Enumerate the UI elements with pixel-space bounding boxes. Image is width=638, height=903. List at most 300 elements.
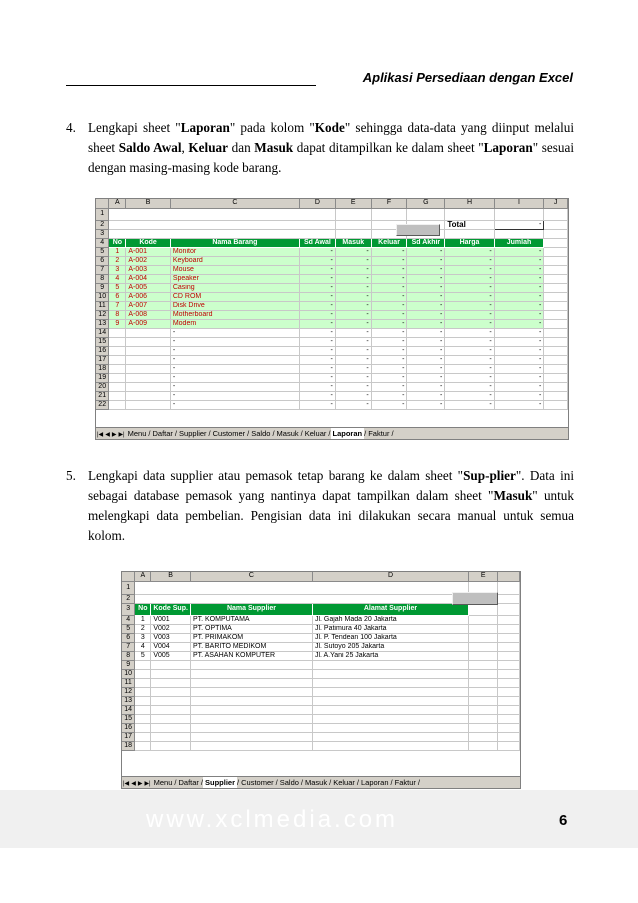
- row-header[interactable]: 14: [96, 328, 109, 337]
- item-name: -: [170, 328, 299, 337]
- item-value: -: [371, 292, 407, 301]
- item-value: -: [371, 265, 407, 274]
- header-title: Aplikasi Persediaan dengan Excel: [362, 70, 573, 85]
- item-value: -: [494, 301, 544, 310]
- item-value: -: [371, 328, 407, 337]
- page-header: [66, 70, 573, 88]
- column-header[interactable]: G: [407, 199, 445, 208]
- item-no: 8: [109, 310, 126, 319]
- sheet-tab-menu[interactable]: Menu: [153, 778, 173, 787]
- row-header[interactable]: 2: [122, 594, 135, 603]
- total-label: Total: [445, 220, 494, 229]
- instruction-4: [66, 118, 574, 178]
- item-value: -: [299, 346, 335, 355]
- row-header[interactable]: 16: [96, 346, 109, 355]
- supplier-name: PT. KOMPUTAMA: [190, 615, 312, 624]
- item-value: -: [407, 319, 445, 328]
- column-header[interactable]: D: [312, 572, 468, 581]
- text-run: dapat ditampilkan ke dalam sheet ": [293, 140, 484, 155]
- item-code: A-009: [126, 319, 171, 328]
- row-header[interactable]: 20: [96, 382, 109, 391]
- item-value: -: [494, 274, 544, 283]
- column-header[interactable]: A: [135, 572, 151, 581]
- item-value: -: [494, 337, 544, 346]
- table-header: Nama Barang: [170, 238, 299, 247]
- item-no: 2: [109, 256, 126, 265]
- item-value: -: [407, 400, 445, 409]
- item-name: Keyboard: [170, 256, 299, 265]
- item-value: -: [299, 382, 335, 391]
- item-value: -: [335, 274, 371, 283]
- item-value: -: [494, 247, 544, 256]
- item-value: -: [407, 256, 445, 265]
- item-value: -: [371, 400, 407, 409]
- item-value: -: [335, 265, 371, 274]
- menu-button[interactable]: [396, 224, 440, 236]
- item-value: -: [407, 364, 445, 373]
- list-subtitle: [135, 594, 469, 603]
- item-value: -: [335, 364, 371, 373]
- item-value: -: [371, 256, 407, 265]
- item-value: -: [445, 400, 494, 409]
- table-header: Kode: [126, 238, 171, 247]
- item-value: -: [407, 283, 445, 292]
- row-header[interactable]: 8: [122, 651, 135, 660]
- supplier-name: PT. BARITO MEDIKOM: [190, 642, 312, 651]
- row-header[interactable]: 7: [122, 642, 135, 651]
- table-header: Masuk: [335, 238, 371, 247]
- row-header[interactable]: 2: [96, 220, 109, 229]
- laporan-grid: [96, 199, 568, 410]
- instruction-number: 5.: [66, 468, 76, 483]
- row-header[interactable]: 5: [122, 624, 135, 633]
- bold-term: Saldo Awal: [118, 140, 182, 155]
- item-value: -: [494, 256, 544, 265]
- bold-term: Laporan: [483, 140, 533, 155]
- supplier-code: V002: [151, 624, 191, 633]
- table-header: Kode Sup.: [151, 603, 191, 615]
- column-header[interactable]: E: [335, 199, 371, 208]
- table-header: Alamat Supplier: [312, 603, 468, 615]
- column-header[interactable]: D: [299, 199, 335, 208]
- instruction-number: 4.: [66, 120, 76, 135]
- item-name: Disk Drive: [170, 301, 299, 310]
- item-value: -: [494, 382, 544, 391]
- sheet-tab-faktur[interactable]: Faktur: [394, 778, 416, 787]
- item-name: -: [170, 391, 299, 400]
- item-value: -: [299, 247, 335, 256]
- item-value: -: [494, 346, 544, 355]
- text-run: ". Data ini sebagai database pemasok yang nantinya dapat tampilkan dalam sheet ": [88, 468, 575, 503]
- item-name: -: [170, 382, 299, 391]
- item-value: -: [407, 292, 445, 301]
- supplier-code: V005: [151, 651, 191, 660]
- first-sheet-arrow-icon[interactable]: |◀: [97, 432, 104, 438]
- supplier-address: Jl. P. Tendean 100 Jakarta: [312, 633, 468, 642]
- supplier-name: PT. ASAHAN KOMPUTER: [190, 651, 312, 660]
- item-value: -: [335, 283, 371, 292]
- column-header[interactable]: I: [494, 199, 544, 208]
- item-value: -: [494, 355, 544, 364]
- item-no: 4: [109, 274, 126, 283]
- item-name: Modem: [170, 319, 299, 328]
- sheet-tabs: |◀ ◀ ▶ ▶| Menu / Daftar / Supplier / Customer / Saldo / Masuk / Keluar / Laporan / Faktur /: [122, 776, 520, 788]
- item-value: -: [335, 373, 371, 382]
- item-name: Motherboard: [170, 310, 299, 319]
- item-value: -: [445, 283, 494, 292]
- text-run: " sesuai dengan masing-masing kode barang.: [88, 140, 574, 175]
- row-header[interactable]: 22: [96, 400, 109, 409]
- row-header[interactable]: 11: [122, 678, 135, 687]
- item-code: A-007: [126, 301, 171, 310]
- column-header[interactable]: B: [151, 572, 191, 581]
- sheet-tab-keluar[interactable]: Keluar: [304, 429, 327, 438]
- header-rule: [66, 85, 316, 86]
- item-value: -: [299, 256, 335, 265]
- sheet-tab-laporan[interactable]: Laporan: [332, 429, 363, 438]
- page-number: 6: [559, 812, 568, 829]
- column-header[interactable]: B: [126, 199, 171, 208]
- table-header: Jumlah: [494, 238, 544, 247]
- bold-term: Masuk: [493, 488, 533, 503]
- row-header[interactable]: 4: [96, 238, 109, 247]
- item-value: -: [335, 355, 371, 364]
- sheet-tab-daftar[interactable]: Daftar: [178, 778, 199, 787]
- item-value: -: [371, 274, 407, 283]
- column-header[interactable]: F: [371, 199, 407, 208]
- row-header[interactable]: 6: [122, 633, 135, 642]
- sheet-tab-masuk[interactable]: Masuk: [276, 429, 299, 438]
- item-value: -: [445, 274, 494, 283]
- table-header: Sd Awal: [299, 238, 335, 247]
- item-value: -: [299, 391, 335, 400]
- item-value: -: [445, 346, 494, 355]
- column-header[interactable]: J: [544, 199, 568, 208]
- column-header[interactable]: E: [469, 572, 498, 581]
- item-value: -: [445, 292, 494, 301]
- item-name: -: [170, 355, 299, 364]
- table-header: No: [135, 603, 151, 615]
- item-value: -: [299, 274, 335, 283]
- item-value: -: [335, 337, 371, 346]
- sheet-tab-supplier[interactable]: Supplier: [205, 778, 236, 787]
- supplier-no: 4: [135, 642, 151, 651]
- item-value: -: [494, 319, 544, 328]
- item-value: -: [371, 337, 407, 346]
- item-name: Monitor: [170, 247, 299, 256]
- item-value: -: [299, 355, 335, 364]
- item-value: -: [335, 391, 371, 400]
- item-value: -: [335, 346, 371, 355]
- menu-button[interactable]: [452, 592, 498, 605]
- item-value: -: [371, 373, 407, 382]
- item-value: -: [299, 310, 335, 319]
- report-subtitle: [109, 220, 335, 229]
- company-title: [109, 208, 335, 220]
- table-header: Harga: [445, 238, 494, 247]
- item-value: -: [335, 292, 371, 301]
- text-run: ,: [181, 140, 189, 155]
- item-value: -: [371, 355, 407, 364]
- item-value: -: [335, 400, 371, 409]
- row-header[interactable]: 10: [122, 669, 135, 678]
- item-code: A-005: [126, 283, 171, 292]
- last-sheet-arrow-icon[interactable]: ▶|: [144, 781, 151, 787]
- item-value: -: [407, 346, 445, 355]
- item-name: -: [170, 337, 299, 346]
- item-value: -: [445, 364, 494, 373]
- item-name: CD ROM: [170, 292, 299, 301]
- item-value: -: [445, 247, 494, 256]
- row-header[interactable]: 9: [96, 283, 109, 292]
- sheet-tab-saldo[interactable]: Saldo: [251, 429, 271, 438]
- first-sheet-arrow-icon[interactable]: |◀: [123, 781, 130, 787]
- supplier-address: Jl. Sutoyo 205 Jakarta: [312, 642, 468, 651]
- sheet-tab-masuk[interactable]: Masuk: [305, 778, 328, 787]
- table-header: Nama Supplier: [190, 603, 312, 615]
- row-header[interactable]: 1: [96, 208, 109, 220]
- row-header[interactable]: 3: [122, 603, 135, 615]
- row-header[interactable]: 12: [122, 687, 135, 696]
- item-value: -: [494, 292, 544, 301]
- item-code: A-008: [126, 310, 171, 319]
- item-value: -: [299, 301, 335, 310]
- item-value: -: [407, 373, 445, 382]
- row-header[interactable]: 16: [122, 723, 135, 732]
- item-value: -: [335, 256, 371, 265]
- supplier-address: Jl. Patimura 40 Jakarta: [312, 624, 468, 633]
- row-header[interactable]: 13: [96, 319, 109, 328]
- sheet-tab-keluar[interactable]: Keluar: [333, 778, 355, 787]
- item-code: A-003: [126, 265, 171, 274]
- item-value: -: [407, 328, 445, 337]
- item-value: -: [335, 382, 371, 391]
- sheet-tab-menu[interactable]: Menu: [127, 429, 147, 438]
- item-value: -: [407, 391, 445, 400]
- item-no: 3: [109, 265, 126, 274]
- item-value: -: [371, 382, 407, 391]
- item-value: -: [407, 337, 445, 346]
- item-value: -: [407, 274, 445, 283]
- text-run: dan: [227, 140, 255, 155]
- column-header[interactable]: C: [170, 199, 299, 208]
- row-header[interactable]: 18: [96, 364, 109, 373]
- row-header[interactable]: 1: [122, 581, 135, 594]
- item-value: -: [371, 247, 407, 256]
- text-run: " pada kolom ": [229, 120, 315, 135]
- instruction-text: [88, 118, 574, 178]
- item-value: -: [299, 283, 335, 292]
- item-value: -: [299, 364, 335, 373]
- item-value: -: [445, 256, 494, 265]
- item-code: A-004: [126, 274, 171, 283]
- supplier-name: PT. OPTIMA: [190, 624, 312, 633]
- sheet-tab-customer[interactable]: Customer: [241, 778, 274, 787]
- sheet-tab-laporan[interactable]: Laporan: [360, 778, 389, 787]
- row-header[interactable]: 10: [96, 292, 109, 301]
- row-header[interactable]: 4: [122, 615, 135, 624]
- item-value: -: [445, 319, 494, 328]
- item-value: -: [371, 364, 407, 373]
- row-header[interactable]: 13: [122, 696, 135, 705]
- row-header[interactable]: 12: [96, 310, 109, 319]
- item-value: -: [371, 319, 407, 328]
- sheet-tab-daftar[interactable]: Daftar: [152, 429, 173, 438]
- instruction-text: [88, 466, 574, 546]
- item-value: -: [445, 337, 494, 346]
- row-header[interactable]: 9: [122, 660, 135, 669]
- item-name: Mouse: [170, 265, 299, 274]
- item-value: -: [335, 319, 371, 328]
- item-code: A-006: [126, 292, 171, 301]
- total-value: -: [494, 220, 544, 229]
- row-header[interactable]: 11: [96, 301, 109, 310]
- item-value: -: [299, 400, 335, 409]
- row-header[interactable]: 21: [96, 391, 109, 400]
- item-value: -: [494, 328, 544, 337]
- item-value: -: [371, 391, 407, 400]
- row-header[interactable]: 8: [96, 274, 109, 283]
- item-value: -: [299, 319, 335, 328]
- item-name: -: [170, 400, 299, 409]
- item-value: -: [371, 301, 407, 310]
- item-value: -: [407, 355, 445, 364]
- last-sheet-arrow-icon[interactable]: ▶|: [118, 432, 125, 438]
- item-value: -: [299, 292, 335, 301]
- item-value: -: [407, 301, 445, 310]
- item-name: -: [170, 364, 299, 373]
- supplier-no: 5: [135, 651, 151, 660]
- item-no: 5: [109, 283, 126, 292]
- item-value: -: [494, 283, 544, 292]
- prev-sheet-arrow-icon[interactable]: ◀: [105, 432, 110, 438]
- item-value: -: [445, 355, 494, 364]
- row-header[interactable]: 14: [122, 705, 135, 714]
- item-value: -: [371, 310, 407, 319]
- sheet-tab-faktur[interactable]: Faktur: [368, 429, 390, 438]
- column-header[interactable]: H: [445, 199, 494, 208]
- row-header[interactable]: 6: [96, 256, 109, 265]
- item-name: Speaker: [170, 274, 299, 283]
- item-value: -: [299, 337, 335, 346]
- item-value: -: [371, 346, 407, 355]
- item-value: -: [494, 265, 544, 274]
- row-header[interactable]: 17: [122, 732, 135, 741]
- laporan-spreadsheet: [95, 198, 569, 440]
- sheet-tab-saldo[interactable]: Saldo: [279, 778, 299, 787]
- item-name: -: [170, 373, 299, 382]
- item-value: -: [371, 283, 407, 292]
- item-value: -: [445, 310, 494, 319]
- supplier-address: Jl. A.Yani 25 Jakarta: [312, 651, 468, 660]
- item-value: -: [445, 382, 494, 391]
- text-run: " sehingga data-data yang diinput melalui sheet: [88, 120, 574, 155]
- item-code: A-002: [126, 256, 171, 265]
- row-header[interactable]: 15: [122, 714, 135, 723]
- row-header[interactable]: 3: [96, 229, 109, 238]
- item-value: -: [335, 247, 371, 256]
- item-value: -: [407, 247, 445, 256]
- supplier-address: Jl. Gajah Mada 20 Jakarta: [312, 615, 468, 624]
- supplier-code: V003: [151, 633, 191, 642]
- item-value: -: [494, 364, 544, 373]
- bold-term: Kode: [314, 120, 345, 135]
- instruction-5: [66, 466, 574, 546]
- row-header[interactable]: 19: [96, 373, 109, 382]
- supplier-no: 3: [135, 633, 151, 642]
- supplier-spreadsheet: [121, 571, 521, 789]
- item-name: -: [170, 346, 299, 355]
- row-header[interactable]: 15: [96, 337, 109, 346]
- item-value: -: [445, 301, 494, 310]
- item-no: 6: [109, 292, 126, 301]
- row-header[interactable]: 17: [96, 355, 109, 364]
- item-value: -: [494, 310, 544, 319]
- text-run: Lengkapi data supplier atau pemasok tetap barang ke dalam sheet ": [88, 468, 464, 483]
- watermark: www.xclmedia.com: [146, 806, 399, 833]
- column-header[interactable]: A: [109, 199, 126, 208]
- supplier-code: V004: [151, 642, 191, 651]
- item-value: -: [445, 373, 494, 382]
- item-value: -: [407, 310, 445, 319]
- sheet-tabs: |◀ ◀ ▶ ▶| Menu / Daftar / Supplier / Customer / Saldo / Masuk / Keluar / Laporan / Faktur /: [96, 427, 568, 439]
- supplier-no: 2: [135, 624, 151, 633]
- next-sheet-arrow-icon[interactable]: ▶: [137, 781, 143, 787]
- item-value: -: [299, 373, 335, 382]
- select-all-corner: [122, 572, 135, 581]
- item-name: Casing: [170, 283, 299, 292]
- report-month: [109, 229, 335, 238]
- item-value: -: [299, 328, 335, 337]
- next-sheet-arrow-icon[interactable]: ▶: [111, 432, 117, 438]
- prev-sheet-arrow-icon[interactable]: ◀: [131, 781, 136, 787]
- supplier-name: PT. PRIMAKOM: [190, 633, 312, 642]
- table-header: No: [109, 238, 126, 247]
- sheet-tab-supplier[interactable]: Supplier: [179, 429, 207, 438]
- text-run: Lengkapi sheet ": [88, 120, 181, 135]
- sheet-tab-customer[interactable]: Customer: [212, 429, 246, 438]
- item-value: -: [335, 310, 371, 319]
- item-no: 1: [109, 247, 126, 256]
- item-value: -: [335, 301, 371, 310]
- row-header[interactable]: 7: [96, 265, 109, 274]
- bold-term: Masuk: [254, 140, 294, 155]
- bold-term: Sup-plier: [463, 468, 516, 483]
- item-value: -: [445, 265, 494, 274]
- item-code: A-001: [126, 247, 171, 256]
- item-value: -: [445, 328, 494, 337]
- text-run: " untuk melengkapi data pembelian. Pengisian data ini dilakukan secara manual untuk semua kolom.: [88, 488, 574, 543]
- item-value: -: [494, 400, 544, 409]
- bold-term: Laporan: [180, 120, 230, 135]
- supplier-code: V001: [151, 615, 191, 624]
- item-value: -: [407, 265, 445, 274]
- table-header: Keluar: [371, 238, 407, 247]
- table-header: Sd Akhir: [407, 238, 445, 247]
- item-value: -: [494, 373, 544, 382]
- page-footer: [0, 790, 638, 848]
- select-all-corner: [96, 199, 109, 208]
- item-value: -: [335, 328, 371, 337]
- bold-term: Keluar: [188, 140, 228, 155]
- company-title: [135, 581, 469, 594]
- column-header[interactable]: C: [190, 572, 312, 581]
- item-no: 9: [109, 319, 126, 328]
- item-value: -: [445, 391, 494, 400]
- supplier-no: 1: [135, 615, 151, 624]
- row-header[interactable]: 5: [96, 247, 109, 256]
- row-header[interactable]: 18: [122, 741, 135, 750]
